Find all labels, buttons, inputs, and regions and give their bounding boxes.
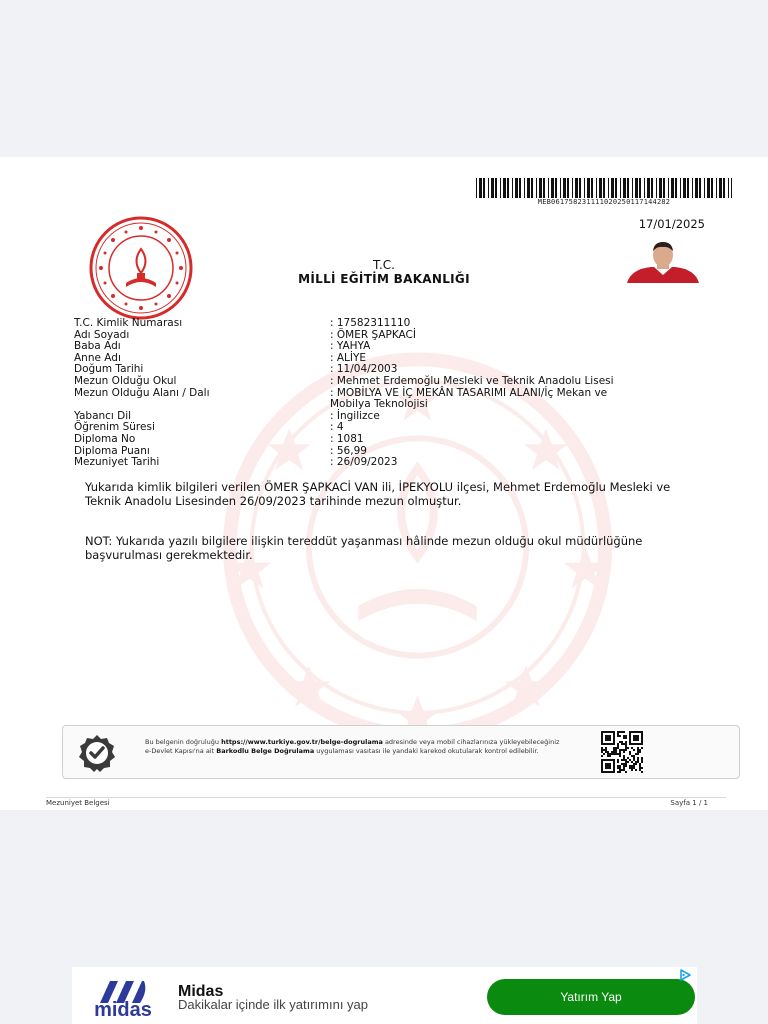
note-text: NOT: Yukarıda yazılı bilgilere ilişkin tereddüt yaşanması hâlinde mezun olduğu okul müdürlüğüne başvurulması gerekmektedir.: [85, 534, 643, 562]
field-value-line1: : MOBİLYA VE İÇ MEKÂN TASARIMI ALANI/İç Mekan ve: [330, 386, 608, 399]
field-label: Mezun Olduğu Okul: [74, 374, 177, 387]
verification-box: [62, 725, 740, 779]
ad-logo-text: midas: [94, 999, 152, 1021]
certificate-page: [0, 157, 768, 810]
verification-text-part: adresinde veya mobil cihazlarınıza yükleyebileceğiniz e-Devlet Kapısı'na ait: [145, 738, 560, 755]
verification-text-part: Bu belgenin doğruluğu: [145, 738, 222, 746]
field-label: Mezun Olduğu Alanı / Dalı: [74, 386, 210, 399]
field-value: : 11/04/2003: [330, 363, 398, 376]
field-value: : 56,99: [330, 444, 367, 457]
field-value: : YAHYA: [330, 340, 371, 353]
ad-subtitle: Dakikalar içinde ilk yatırımını yap: [178, 997, 369, 1012]
field-label: T.C. Kimlik Numarası: [74, 317, 183, 329]
qr-code[interactable]: [601, 731, 643, 773]
ad-cta-button[interactable]: Yatırım Yap: [487, 979, 695, 1015]
field-value: : ÖMER ŞAPKACİ: [330, 328, 416, 341]
field-value: : 4: [330, 421, 344, 434]
field-label: Mezuniyet Tarihi: [74, 456, 160, 469]
field-label: Yabancı Dil: [74, 409, 132, 422]
ad-banner[interactable]: [72, 967, 697, 1024]
field-row-department: [74, 388, 714, 411]
verification-url[interactable]: https://www.turkiye.gov.tr/belge-dogrulama: [221, 738, 383, 746]
field-label: Öğrenim Süresi: [74, 421, 155, 434]
field-row-name: [74, 330, 714, 342]
field-value: : 1081: [330, 432, 364, 445]
field-value-line2: Mobilya Teknolojisi: [330, 398, 428, 411]
field-row-diploma-no: [74, 434, 714, 446]
verification-text: [145, 738, 565, 756]
field-value: : İngilizce: [330, 409, 380, 422]
field-label: Baba Adı: [74, 340, 121, 353]
field-row-tc-id: [74, 318, 714, 330]
field-value: : Mehmet Erdemoğlu Mesleki ve Teknik Anadolu Lisesi: [330, 374, 614, 387]
student-photo: [621, 241, 705, 283]
verification-app-name: Barkodlu Belge Doğrulama: [216, 747, 315, 755]
field-row-graduation-date: [74, 457, 714, 469]
verification-text-part: uygulaması vasıtası ile yandaki karekod okutularak kontrol edilebilir.: [314, 747, 539, 755]
footer-doc-name: Mezuniyet Belgesi: [46, 799, 110, 807]
field-label: Anne Adı: [74, 351, 121, 364]
field-value: : ALİYE: [330, 351, 367, 364]
field-label: Doğum Tarihi: [74, 363, 144, 376]
field-label: Diploma Puanı: [74, 444, 150, 457]
header-ministry: MİLLİ EĞİTİM BAKANLIĞI: [298, 272, 470, 286]
ad-title: Midas: [178, 983, 224, 1000]
header-tc: T.C.: [373, 258, 395, 272]
field-value: : 26/09/2023: [330, 456, 398, 469]
field-row-language: [74, 411, 714, 423]
field-value: [330, 388, 714, 411]
field-label: Adı Soyadı: [74, 328, 130, 341]
adchoices-icon[interactable]: [678, 968, 692, 982]
document-date: 17/01/2025: [638, 217, 705, 231]
barcode-number: MEB061758231111020250117144282: [537, 198, 671, 206]
footer-page-number: Sayfa 1 / 1: [670, 799, 708, 807]
field-label: Diploma No: [74, 432, 136, 445]
verified-badge-icon: [75, 733, 119, 773]
student-info-table: [74, 318, 714, 469]
field-row-father: [74, 341, 714, 353]
field-value: : 17582311110: [330, 317, 411, 329]
field-row-duration: [74, 422, 714, 434]
graduation-statement: Yukarıda kimlik bilgileri verilen ÖMER ŞAPKACİ VAN ili, İPEKYOLU ilçesi, Mehmet Erdemoğlu Mesleki ve Teknik Anadolu Lisesinden 26/09/2023 tarihinde mezun olmuştur.: [85, 480, 671, 508]
barcode: [476, 178, 732, 198]
footer-divider: [46, 797, 726, 798]
